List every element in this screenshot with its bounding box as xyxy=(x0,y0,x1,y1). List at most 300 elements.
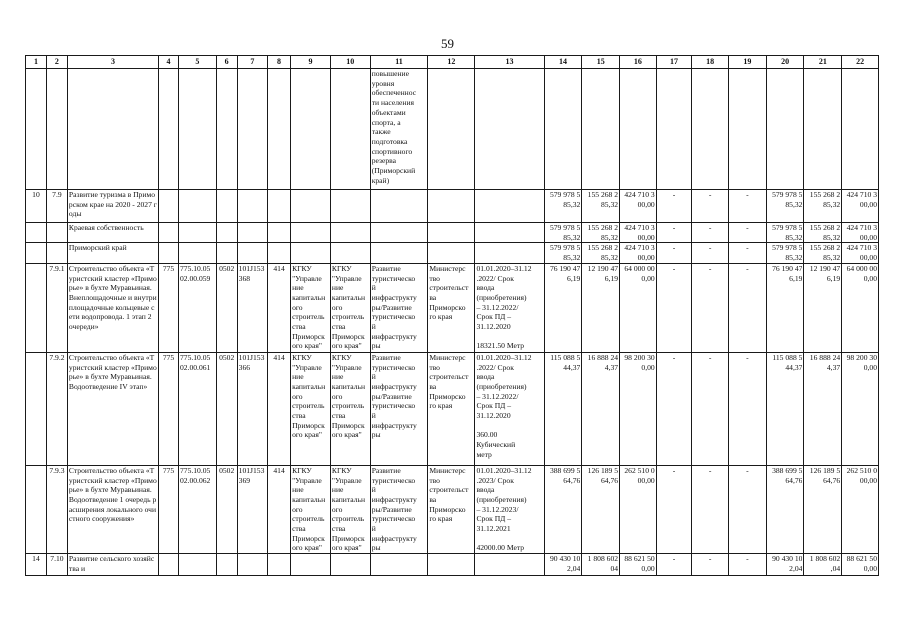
col-1-cell-text: 14 xyxy=(32,554,40,564)
col-20-cell-line: 388 699 5 xyxy=(772,465,803,475)
col-4-cell xyxy=(159,223,179,243)
col-10-cell-line: Приморск xyxy=(331,420,365,430)
col-10-cell xyxy=(330,465,370,553)
col-7-cell xyxy=(237,223,267,243)
col-2-cell xyxy=(46,223,67,243)
col-18-cell xyxy=(692,243,729,263)
col-8-cell xyxy=(268,554,291,576)
col-3-cell xyxy=(67,263,158,352)
table-row xyxy=(26,223,879,243)
col-8-cell xyxy=(268,243,291,263)
col-3-cell-text: Строительство объекта «Туристский кластер «Приморье» в бухте Муравьиная. Водоотведение 1 очередь расширения локального очистного сооружения» xyxy=(68,465,157,524)
col-12-cell-line: Министерс xyxy=(429,352,466,362)
col-17-cell-text: - xyxy=(672,263,676,273)
col-13-cell-line: .2022/ Срок xyxy=(476,273,514,283)
col-9-cell xyxy=(291,465,331,553)
col-4-cell xyxy=(159,263,179,352)
col-20-cell-line: 579 978 5 xyxy=(772,190,803,199)
col-9-cell-line: Приморск xyxy=(292,533,325,543)
col-14-cell xyxy=(544,554,582,576)
col-22-cell-line: 00,00 xyxy=(859,253,877,263)
col-5-cell xyxy=(178,69,216,190)
col-12-cell-line: ва xyxy=(429,494,437,504)
capacity-line: Кубический xyxy=(476,440,516,450)
column-header: 9 xyxy=(291,56,331,69)
col-8-cell xyxy=(268,223,291,243)
capacity-text: 18321.50 Метр xyxy=(476,341,525,351)
col-11-cell-line: подготовка xyxy=(371,136,408,146)
col-3-cell xyxy=(67,69,158,190)
column-header: 7 xyxy=(237,56,267,69)
col-6-cell xyxy=(216,263,237,352)
col-4-cell-text: 775 xyxy=(162,263,175,273)
col-20-cell xyxy=(766,465,804,553)
col-15-cell xyxy=(582,263,620,352)
col-11-cell-line: ры xyxy=(371,341,381,351)
column-header: 16 xyxy=(620,56,657,69)
col-6-cell xyxy=(216,554,237,576)
col-12-cell-line: Приморско xyxy=(429,391,466,401)
col-20-cell-line: 85,32 xyxy=(785,199,803,209)
col-12-cell xyxy=(428,263,475,352)
col-19-cell-text: - xyxy=(746,243,749,253)
col-11-cell-line: обеспеченнос xyxy=(371,88,417,98)
col-13-cell-line: – 31.12.2022/ xyxy=(476,302,519,312)
col-11-cell-line: ры/Развитие xyxy=(371,302,412,312)
col-9-cell-line: ства xyxy=(292,322,306,332)
col-10-cell-line: строитель xyxy=(331,312,365,322)
col-2-cell xyxy=(46,243,67,263)
col-9-cell-line: ние xyxy=(292,485,304,495)
col-9-cell-line: капитальн xyxy=(292,381,326,391)
col-19-cell-text: - xyxy=(746,554,749,564)
col-11-cell-line: туристическо xyxy=(371,312,416,322)
col-22-cell-line: 88 621 50 xyxy=(846,554,877,564)
col-21-cell xyxy=(804,263,842,352)
col-11-cell-line: ти населения xyxy=(371,98,415,108)
col-21-cell-line: 155 268 2 xyxy=(809,243,841,253)
col-12-cell xyxy=(428,243,475,263)
col-16-cell-line: 00,00 xyxy=(637,475,655,485)
col-22-cell-line: 0,00 xyxy=(863,362,877,372)
col-6-cell-text: 0502 xyxy=(219,263,235,273)
col-10-cell-line: Приморск xyxy=(331,331,365,341)
col-11-cell-line: инфраструкту xyxy=(371,533,417,543)
col-10-cell-line: ого края" xyxy=(331,341,362,351)
col-5-cell-line: 775.10.05 xyxy=(179,352,211,362)
spacer xyxy=(476,421,542,431)
col-2-cell xyxy=(46,554,67,576)
col-10-cell-line: ние xyxy=(331,372,344,382)
col-14-cell-line: 44,37 xyxy=(563,362,581,372)
col-15-cell-line: 04 xyxy=(610,563,619,573)
col-14-cell-line: 579 978 5 xyxy=(549,243,581,253)
col-13-cell-line: ввода xyxy=(476,372,495,382)
col-11-cell-line: Развитие xyxy=(371,465,401,475)
col-11-cell xyxy=(370,69,428,190)
col-19-cell-text: - xyxy=(746,352,749,362)
col-5-cell xyxy=(178,465,216,553)
col-21-cell xyxy=(804,352,842,465)
col-20-cell xyxy=(766,69,804,190)
col-13-cell-line: Срок ПД – xyxy=(476,312,512,322)
col-10-cell xyxy=(330,243,370,263)
col-15-cell-line: 12 190 47 xyxy=(587,263,619,273)
col-9-cell xyxy=(291,243,331,263)
col-16-cell xyxy=(620,465,657,553)
col-18-cell xyxy=(692,352,729,465)
col-14-cell xyxy=(544,223,582,243)
col-4-cell xyxy=(159,465,179,553)
col-15-cell-line: 4,37 xyxy=(604,362,619,372)
col-11-cell-line: уровня xyxy=(371,78,395,88)
col-14-cell-line: 2,04 xyxy=(567,563,581,573)
col-20-cell-line: 90 430 10 xyxy=(772,554,803,564)
col-7-cell-line: 101J153 xyxy=(238,352,265,362)
col-2-cell xyxy=(46,69,67,190)
col-15-cell xyxy=(582,190,620,223)
col-15-cell-line: 155 268 2 xyxy=(587,190,619,199)
col-16-cell-line: 424 710 3 xyxy=(624,223,655,232)
col-20-cell-line: 85,32 xyxy=(785,232,803,242)
col-10-cell-line: "Управле xyxy=(331,273,362,283)
col-13-cell-line: (приобретения) xyxy=(476,494,527,504)
col-15-cell xyxy=(582,243,620,263)
col-16-cell-line: 64 000 00 xyxy=(624,263,655,273)
col-15-cell-line: 155 268 2 xyxy=(587,243,619,253)
col-22-cell-line: 0,00 xyxy=(863,273,877,283)
col-11-cell-line: ры/Развитие xyxy=(371,504,412,514)
col-18-cell-text: - xyxy=(708,554,712,564)
table-row xyxy=(26,554,879,576)
col-11-cell-line: туристическо xyxy=(371,401,416,411)
col-9-cell-line: ого края" xyxy=(292,543,322,553)
col-18-cell-text: - xyxy=(708,243,712,253)
col-14-cell-line: 85,32 xyxy=(563,253,581,263)
col-19-cell-text: - xyxy=(746,263,749,273)
col-17-cell xyxy=(656,69,692,190)
col-17-cell-text: - xyxy=(672,465,676,475)
col-12-cell-line: Министерс xyxy=(429,465,466,475)
col-9-cell-line: ства xyxy=(292,524,306,534)
col-9-cell-line: ого края" xyxy=(292,430,322,440)
col-8-cell xyxy=(268,465,291,553)
col-12-cell-line: ва xyxy=(429,292,437,302)
col-20-cell-line: 44,37 xyxy=(785,362,803,372)
col-1-cell xyxy=(26,243,47,263)
col-9-cell-line: ого xyxy=(292,391,303,401)
col-15-cell-line: 126 189 5 xyxy=(587,465,619,475)
col-18-cell xyxy=(692,69,729,190)
col-12-cell-line: тво xyxy=(429,273,440,283)
col-11-cell-line: спорта, а xyxy=(371,117,401,127)
col-22-cell-line: 424 710 3 xyxy=(846,190,877,199)
col-15-cell-line: 16 888 24 xyxy=(587,352,619,362)
col-7-cell-line: 369 xyxy=(238,475,251,485)
col-4-cell xyxy=(159,554,179,576)
col-18-cell xyxy=(692,465,729,553)
col-12-cell-line: Приморско xyxy=(429,504,466,514)
col-3-cell-text: Строительство объекта «Туристский кластер «Приморье» в бухте Муравьиная. Водоотведение IV этап» xyxy=(68,352,157,391)
col-10-cell-line: "Управле xyxy=(331,362,362,372)
col-21-cell xyxy=(804,554,842,576)
col-9-cell-line: Приморск xyxy=(292,420,325,430)
col-7-cell-line: 101J153 xyxy=(238,465,265,475)
col-12-cell-line: тво xyxy=(429,362,440,372)
col-9-cell-line: "Управле xyxy=(292,362,322,372)
col-9-cell xyxy=(291,223,331,243)
col-12-cell-line: го края xyxy=(429,401,453,411)
col-11-cell-line: Развитие xyxy=(371,263,401,273)
col-13-cell-line: Срок ПД – xyxy=(476,514,512,524)
col-11-cell-line: й xyxy=(371,524,376,534)
col-3-cell-text: Приморский край xyxy=(68,243,127,253)
col-19-cell xyxy=(729,554,767,576)
col-13-cell-line: – 31.12.2022/ xyxy=(476,391,519,401)
col-4-cell xyxy=(159,243,179,263)
col-10-cell-line: "Управле xyxy=(331,475,362,485)
col-11-cell xyxy=(370,223,428,243)
table-row xyxy=(26,243,879,263)
col-9-cell-line: "Управле xyxy=(292,475,322,485)
col-1-cell xyxy=(26,223,47,243)
col-13-cell-line: .2023/ Срок xyxy=(476,475,514,485)
col-15-cell-line: 6,19 xyxy=(604,273,619,283)
page-number: 59 xyxy=(441,36,454,51)
column-header: 13 xyxy=(475,56,544,69)
col-10-cell-line: ства xyxy=(331,411,346,421)
col-22-cell-line: 00,00 xyxy=(859,199,877,209)
col-6-cell xyxy=(216,352,237,465)
col-14-cell-line: 388 699 5 xyxy=(549,465,581,475)
col-21-cell-line: 85,32 xyxy=(823,253,841,263)
col-11-cell-line: туристическо xyxy=(371,514,416,524)
col-10-cell xyxy=(330,190,370,223)
col-16-cell-line: 00,00 xyxy=(637,253,655,263)
col-21-cell-line: 155 268 2 xyxy=(809,223,841,232)
col-11-cell xyxy=(370,465,428,553)
col-11-cell xyxy=(370,554,428,576)
col-16-cell-line: 262 510 0 xyxy=(624,465,655,475)
spacer xyxy=(476,332,542,342)
col-6-cell xyxy=(216,69,237,190)
col-3-cell-text: Строительство объекта «Туристский кластер «Приморье» в бухте Муравьиная. Внеплощадочные и внутриплощадочные кольцевые сети водопровода. 1 этап 2 очереди» xyxy=(68,263,157,332)
col-8-cell xyxy=(268,352,291,465)
col-21-cell-line: 85,32 xyxy=(823,232,841,242)
column-header: 2 xyxy=(46,56,67,69)
col-10-cell-line: КГКУ xyxy=(331,352,352,362)
col-20-cell-line: 579 978 5 xyxy=(772,243,803,253)
col-16-cell-line: 00,00 xyxy=(637,232,655,242)
col-16-cell-line: 0,00 xyxy=(641,563,655,573)
col-17-cell-text: - xyxy=(672,554,676,564)
col-7-cell-line: 368 xyxy=(238,273,251,283)
col-12-cell-line: тво xyxy=(429,475,440,485)
col-16-cell-line: 00,00 xyxy=(637,199,655,209)
col-1-cell xyxy=(26,190,47,223)
col-13-cell-line: 01.01.2020–31.12 xyxy=(476,263,532,273)
col-6-cell xyxy=(216,465,237,553)
col-17-cell-text: - xyxy=(672,190,676,199)
col-7-cell xyxy=(237,69,267,190)
col-20-cell-line: 64,76 xyxy=(785,475,803,485)
col-15-cell-line: 85,32 xyxy=(600,253,619,263)
spacer xyxy=(476,534,542,544)
col-20-cell xyxy=(766,263,804,352)
col-15-cell xyxy=(582,69,620,190)
col-13-cell xyxy=(475,69,544,190)
col-16-cell-line: 424 710 3 xyxy=(624,243,655,253)
col-13-cell xyxy=(475,243,544,263)
col-3-cell xyxy=(67,190,158,223)
col-11-cell-line: также xyxy=(371,127,391,137)
table-row xyxy=(26,69,879,190)
col-12-cell xyxy=(428,223,475,243)
col-22-cell-line: 262 510 0 xyxy=(846,465,877,475)
col-21-cell-line: ,04 xyxy=(830,563,841,573)
col-10-cell xyxy=(330,69,370,190)
col-10-cell-line: ства xyxy=(331,322,346,332)
col-22-cell xyxy=(842,352,879,465)
col-12-cell-line: Министерс xyxy=(429,263,466,273)
column-header: 8 xyxy=(268,56,291,69)
col-4-cell xyxy=(159,352,179,465)
col-5-cell-line: 775.10.05 xyxy=(179,465,211,475)
col-13-cell-line: ввода xyxy=(476,485,495,495)
column-header: 17 xyxy=(656,56,692,69)
capacity-text: 42000.00 Метр xyxy=(476,543,525,553)
col-3-cell xyxy=(67,223,158,243)
column-header: 5 xyxy=(178,56,216,69)
col-21-cell-line: 1 808 602 xyxy=(809,554,841,564)
col-9-cell-line: ние xyxy=(292,372,304,382)
col-2-cell xyxy=(46,465,67,553)
col-8-cell xyxy=(268,263,291,352)
col-7-cell-line: 366 xyxy=(238,362,251,372)
col-13-cell xyxy=(475,190,544,223)
program-table xyxy=(25,55,879,576)
col-22-cell xyxy=(842,223,879,243)
col-22-cell xyxy=(842,190,879,223)
col-9-cell xyxy=(291,190,331,223)
col-2-cell-text: 7.10 xyxy=(50,554,64,564)
table-row xyxy=(26,263,879,352)
col-12-cell xyxy=(428,352,475,465)
col-13-cell-line: 31.12.2020 xyxy=(476,411,511,421)
col-11-cell-line: туристическо xyxy=(371,273,416,283)
col-11-cell-line: й xyxy=(371,322,376,332)
col-20-cell xyxy=(766,223,804,243)
col-10-cell-line: строитель xyxy=(331,514,365,524)
col-3-cell-text: Краевая собственность xyxy=(68,223,144,232)
col-11-cell-line: (Приморский xyxy=(371,166,416,176)
col-9-cell-line: "Управле xyxy=(292,273,322,283)
col-6-cell xyxy=(216,223,237,243)
col-15-cell xyxy=(582,554,620,576)
col-13-cell xyxy=(475,352,544,465)
col-12-cell xyxy=(428,190,475,223)
col-19-cell xyxy=(729,465,767,553)
col-11-cell-line: туристическо xyxy=(371,475,416,485)
col-5-cell xyxy=(178,263,216,352)
col-22-cell xyxy=(842,263,879,352)
col-15-cell-line: 85,32 xyxy=(600,232,619,242)
col-18-cell xyxy=(692,190,729,223)
col-15-cell-line: 1 808 602 xyxy=(587,554,619,564)
col-9-cell-line: КГКУ xyxy=(292,465,312,475)
col-6-cell-text: 0502 xyxy=(219,352,235,362)
col-19-cell xyxy=(729,263,767,352)
col-21-cell xyxy=(804,243,842,263)
col-11-cell xyxy=(370,190,428,223)
col-13-cell-line: .2022/ Срок xyxy=(476,362,514,372)
col-22-cell-line: 0,00 xyxy=(863,563,877,573)
col-10-cell-line: ства xyxy=(331,524,346,534)
col-19-cell xyxy=(729,69,767,190)
col-6-cell xyxy=(216,243,237,263)
col-19-cell xyxy=(729,243,767,263)
col-9-cell-line: ого xyxy=(292,302,303,312)
col-16-cell-line: 0,00 xyxy=(641,273,655,283)
col-10-cell-line: ого xyxy=(331,504,343,514)
capacity-line: метр xyxy=(476,449,492,459)
col-13-cell-line: 31.12.2020 xyxy=(476,322,511,332)
col-16-cell xyxy=(620,190,657,223)
col-9-cell xyxy=(291,554,331,576)
col-14-cell-line: 76 190 47 xyxy=(549,263,581,273)
column-header: 18 xyxy=(692,56,729,69)
col-9-cell-line: ого края" xyxy=(292,341,322,351)
col-5-cell xyxy=(178,243,216,263)
col-11-cell-line: ры xyxy=(371,543,381,553)
col-12-cell-line: ва xyxy=(429,381,437,391)
col-21-cell-line: 155 268 2 xyxy=(809,190,841,199)
col-14-cell-line: 579 978 5 xyxy=(549,190,581,199)
table-row xyxy=(26,352,879,465)
col-10-cell-line: капитальн xyxy=(331,494,366,504)
column-header: 4 xyxy=(159,56,179,69)
col-17-cell-text: - xyxy=(672,223,676,232)
col-11-cell xyxy=(370,263,428,352)
col-11-cell-line: Развитие xyxy=(371,352,401,362)
col-7-cell xyxy=(237,465,267,553)
col-13-cell-line: (приобретения) xyxy=(476,381,527,391)
col-13-cell xyxy=(475,554,544,576)
column-header: 6 xyxy=(216,56,237,69)
col-5-cell-line: 02.00.061 xyxy=(179,362,211,372)
col-18-cell-text: - xyxy=(708,190,712,199)
col-5-cell-line: 02.00.059 xyxy=(179,273,211,283)
column-header: 20 xyxy=(766,56,804,69)
col-17-cell xyxy=(656,352,692,465)
table-row xyxy=(26,190,879,223)
col-7-cell xyxy=(237,352,267,465)
col-11-cell-line: резерва xyxy=(371,156,396,166)
col-21-cell xyxy=(804,190,842,223)
col-9-cell xyxy=(291,263,331,352)
col-22-cell xyxy=(842,554,879,576)
column-header: 12 xyxy=(428,56,475,69)
col-6-cell-text: 0502 xyxy=(219,465,235,475)
col-14-cell xyxy=(544,243,582,263)
col-9-cell-line: капитальн xyxy=(292,292,326,302)
col-20-cell-line: 85,32 xyxy=(785,253,803,263)
col-13-cell-line: (приобретения) xyxy=(476,292,527,302)
col-9-cell-line: строитель xyxy=(292,312,325,322)
col-16-cell-line: 98 200 30 xyxy=(624,352,655,362)
col-10-cell xyxy=(330,263,370,352)
col-13-cell xyxy=(475,263,544,352)
